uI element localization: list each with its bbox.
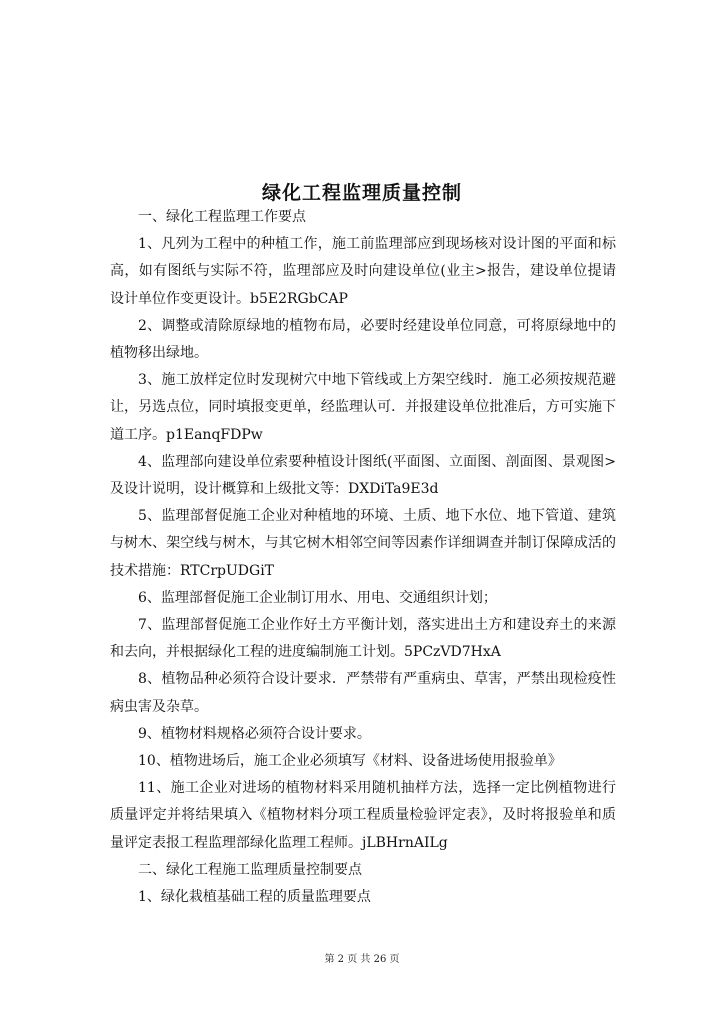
paragraph: 1、凡列为工程中的种植工作，施工前监理部应到现场核对设计图的平面和标高，如有图纸与实际不符，监理部应及时向建设单位(业主>报告，建设单位提请设计单位作变更设计。b5E2RGbCAP [110, 236, 616, 307]
paragraph: 10、植物进场后，施工企业必须填写《材料、设备进场使用报验单》 [138, 753, 562, 770]
paragraph: 2、调整或清除原绿地的植物布局，必要时经建设单位同意，可将原绿地中的植物移出绿地。 [110, 317, 616, 362]
paragraph: 4、监理部向建设单位索要种植设计图纸(平面图、立面图、剖面图、景观图>及设计说明，设计概算和上级批文等：DXDiTa9E3d [110, 453, 616, 498]
section-heading: 二、绿化工程施工监理质量控制要点 [138, 861, 362, 878]
paragraph: 3、施工放样定位时发现树穴中地下管线或上方架空线时．施工必须按规范避让，另选点位，同时填报变更单，经监理认可．并报建设单位批准后，方可实施下道工序。p1EanqFDPw [110, 372, 616, 443]
document-title: 绿化工程监理质量控制 [261, 182, 462, 204]
paragraph: 9、植物材料规格必须符合设计要求。 [138, 725, 371, 742]
paragraph: 6、监理部督促施工企业制订用水、用电、交通组织计划； [138, 589, 497, 606]
paragraph: 8、植物品种必须符合设计要求．严禁带有严重病虫、草害，严禁出现检疫性病虫害及杂草。 [110, 671, 616, 715]
paragraph: 5、监理部督促施工企业对种植地的环境、土质、地下水位、地下管道、建筑与树木、架空线与树木，与其它树木相邻空间等因素作详细调查并制订保障成活的技术措施：RTCrpUDGiT [110, 508, 616, 579]
paragraph: 1、绿化栽植基础工程的质量监理要点 [138, 889, 371, 906]
page-number: 第 2 页 共 26 页 [324, 954, 400, 965]
document-body [110, 204, 616, 911]
paragraph: 11、施工企业对进场的植物材料采用随机抽样方法，选择一定比例植物进行质量评定并将结果填入《植物材料分项工程质量检验评定表》，及时将报验单和质量评定表报工程监理部绿化监理工程师。jLBHrnAILg [110, 780, 616, 851]
section-heading: 一、绿化工程监理工作要点 [138, 209, 306, 225]
paragraph: 7、监理部督促施工企业作好土方平衡计划，落实进出土方和建设弃土的来源和去向，并根据绿化工程的进度编制施工计划。5PCzVD7HxA [110, 617, 616, 661]
